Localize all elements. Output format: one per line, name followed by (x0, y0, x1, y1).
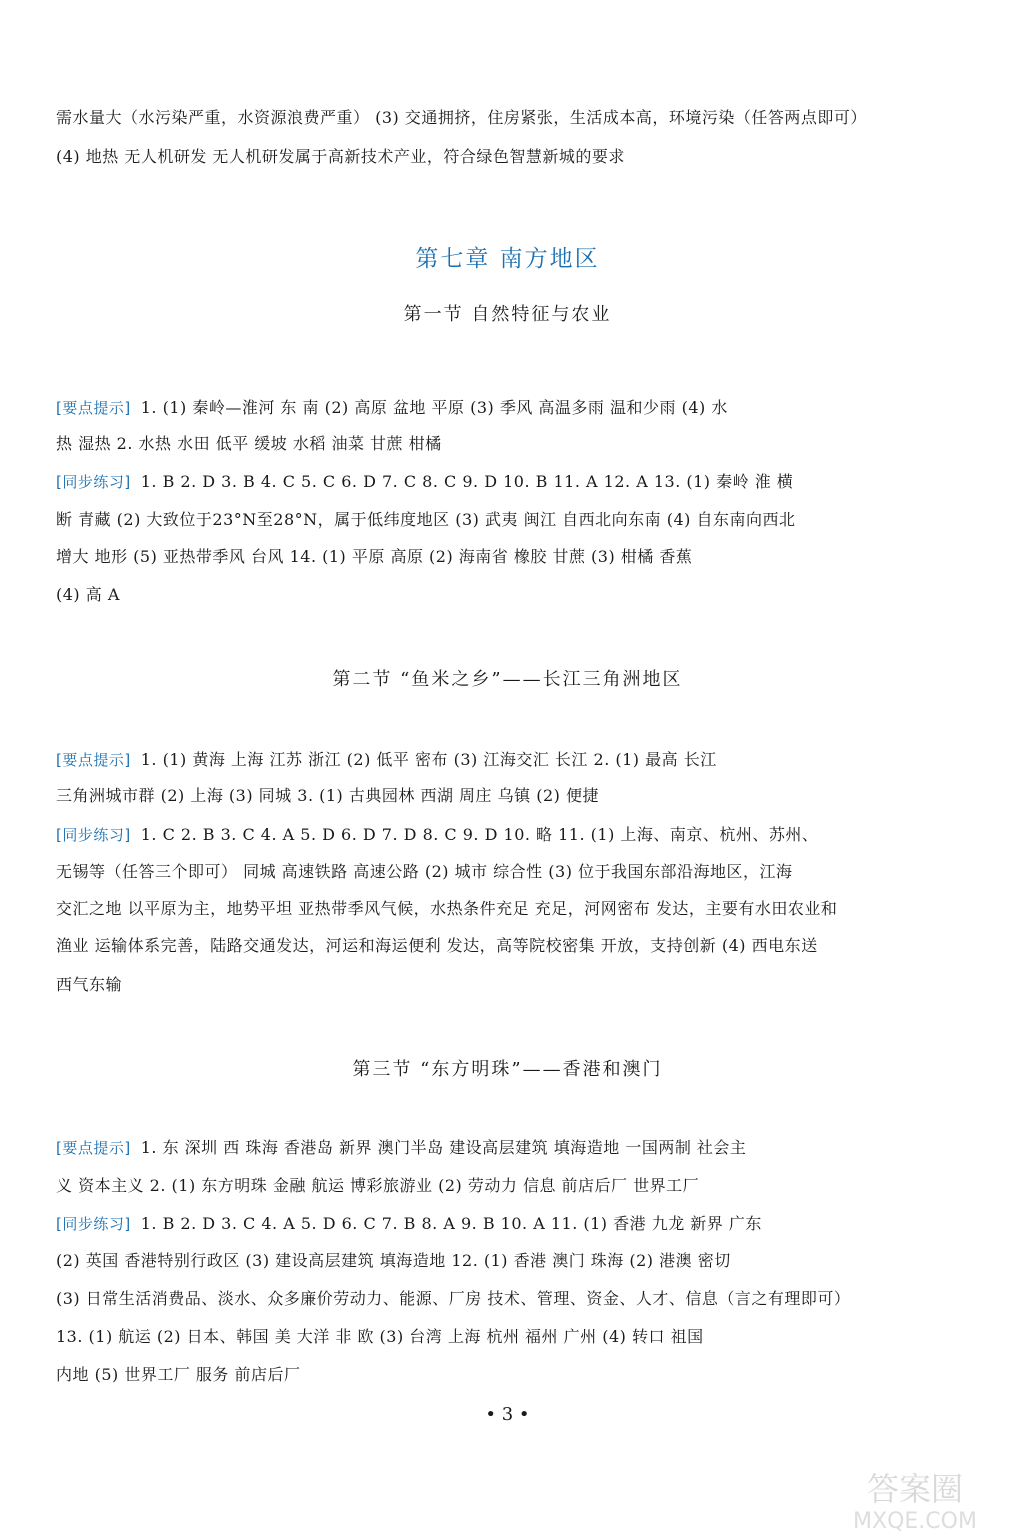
tip-tag: [要点提示] (56, 751, 131, 769)
section-title: 第二节 “鱼米之乡”——长江三角洲地区 (332, 669, 683, 690)
answer-line (56, 472, 956, 492)
answer-line (56, 750, 956, 770)
top-line-2: (4) 地热 无人机研发 无人机研发属于高新技术产业，符合绿色智慧新城的要求 (56, 147, 625, 166)
answer-line: 三角洲城市群 (2) 上海 (3) 同城 3. (1) 古典园林 西湖 周庄 乌镇 (2) 便捷 (56, 786, 599, 805)
answer-line: 义 资本主义 2. (1) 东方明珠 金融 航运 博彩旅游业 (2) 劳动力 信息 前店后厂 世界工厂 (56, 1176, 700, 1195)
answer-text: 1. B 2. D 3. B 4. C 5. C 6. D 7. C 8. C 9. D 10. B 11. A 12. A 13. (1) 秦岭 淮 横 (140, 472, 794, 491)
answer-text: 1. B 2. D 3. C 4. A 5. D 6. C 7. B 8. A 9. B 10. A 11. (1) 香港 九龙 新界 广东 (140, 1214, 762, 1233)
answer-line: (2) 英国 香港特别行政区 (3) 建设高层建筑 填海造地 12. (1) 香港 澳门 珠海 (2) 港澳 密切 (56, 1251, 731, 1270)
watermark-line-1: 答案圈 (866, 1470, 964, 1508)
answer-line: 增大 地形 (5) 亚热带季风 台风 14. (1) 平原 高原 (2) 海南省 橡胶 甘蔗 (3) 柑橘 香蕉 (56, 547, 693, 566)
section-title: 第一节 自然特征与农业 (403, 304, 612, 325)
chapter-title: 第七章 南方地区 (415, 246, 600, 272)
answer-line (56, 825, 956, 845)
answer-text: 1. (1) 黄海 上海 江苏 浙江 (2) 低平 密布 (3) 江海交汇 长江 2. (1) 最高 长江 (140, 750, 717, 769)
answer-line: 西气东输 (56, 975, 123, 994)
tip-tag: [要点提示] (56, 399, 131, 417)
answer-line: 热 湿热 2. 水热 水田 低平 缓坡 水稻 油菜 甘蔗 柑橘 (56, 434, 442, 453)
practice-tag: [同步练习] (56, 473, 131, 491)
answer-text: 1. 东 深圳 西 珠海 香港岛 新界 澳门半岛 建设高层建筑 填海造地 一国两制 社会主 (140, 1138, 747, 1157)
answer-line: 交汇之地 以平原为主，地势平坦 亚热带季风气候，水热条件充足 充足，河网密布 发达，主要有水田农业和 (56, 899, 838, 918)
answer-line (56, 398, 956, 418)
watermark-logo (825, 1464, 1005, 1534)
answer-line: 断 青藏 (2) 大致位于23°N至28°N，属于低纬度地区 (3) 武夷 闽江 自西北向东南 (4) 自东南向西北 (56, 510, 796, 529)
answer-line: (3) 日常生活消费品、淡水、众多廉价劳动力、能源、厂房 技术、管理、资金、人才、信息（言之有理即可） (56, 1289, 851, 1308)
answer-line (56, 1138, 956, 1158)
page-number: • 3 • (485, 1404, 530, 1425)
section-title: 第三节 “东方明珠”——香港和澳门 (352, 1059, 663, 1080)
answer-line: 渔业 运输体系完善，陆路交通发达，河运和海运便利 发达，高等院校密集 开放，支持创新 (4) 西电东送 (56, 936, 818, 955)
answer-line: 无锡等（任答三个即可） 同城 高速铁路 高速公路 (2) 城市 综合性 (3) 位于我国东部沿海地区，江海 (56, 862, 793, 881)
answer-text: 1. (1) 秦岭—淮河 东 南 (2) 高原 盆地 平原 (3) 季风 高温多雨 温和少雨 (4) 水 (140, 398, 728, 417)
watermark-line-2: MXQE.COM (853, 1509, 977, 1534)
answer-line (56, 1214, 956, 1234)
answer-line: (4) 高 A (56, 585, 120, 604)
tip-tag: [要点提示] (56, 1139, 131, 1157)
practice-tag: [同步练习] (56, 1215, 131, 1233)
top-line-1: 需水量大（水污染严重，水资源浪费严重） (3) 交通拥挤，住房紧张，生活成本高，环境污染（任答两点即可） (56, 108, 867, 127)
answer-line: 13. (1) 航运 (2) 日本、韩国 美 大洋 非 欧 (3) 台湾 上海 杭州 福州 广州 (4) 转口 祖国 (56, 1327, 704, 1346)
practice-tag: [同步练习] (56, 826, 131, 844)
answer-line: 内地 (5) 世界工厂 服务 前店后厂 (56, 1365, 301, 1384)
answer-text: 1. C 2. B 3. C 4. A 5. D 6. D 7. D 8. C 9. D 10. 略 11. (1) 上海、南京、杭州、苏州、 (140, 825, 819, 844)
